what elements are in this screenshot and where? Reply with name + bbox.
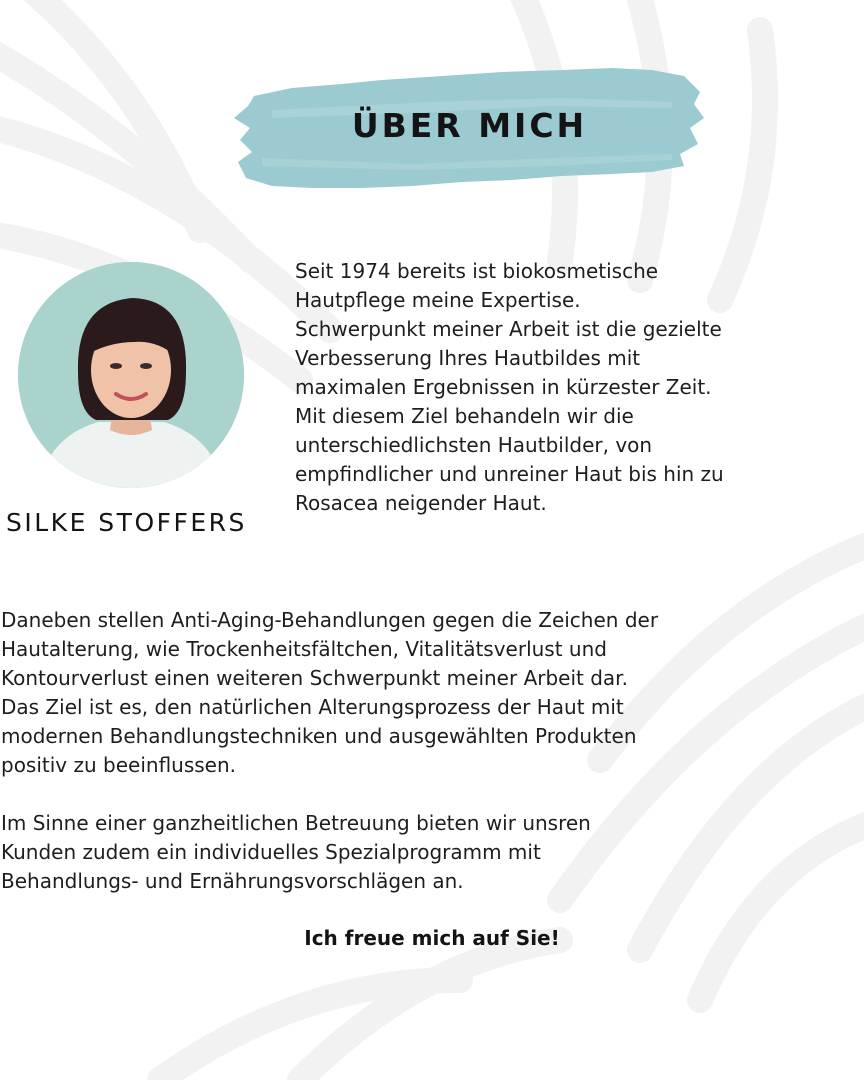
closing-line: Ich freue mich auf Sie!	[304, 926, 560, 950]
paragraph-line: Behandlungs- und Ernährungsvorschlägen an.	[1, 869, 464, 893]
paragraph-line: Kunden zudem ein individuelles Spezialprogramm mit	[1, 840, 541, 864]
portrait-photo	[18, 262, 244, 488]
intro-line: Verbesserung Ihres Hautbildes mit	[295, 346, 641, 370]
intro-paragraph	[295, 257, 860, 518]
intro-line: Rosacea neigender Haut.	[295, 491, 547, 515]
paragraph-line: Das Ziel ist es, den natürlichen Alterungsprozess der Haut mit	[1, 695, 624, 719]
intro-line: Hautpflege meine Expertise.	[295, 288, 581, 312]
person-name: SILKE STOFFERS	[6, 508, 247, 537]
intro-line: Schwerpunkt meiner Arbeit ist die gezielte	[295, 317, 722, 341]
paragraph-line: positiv zu beeinflussen.	[1, 753, 237, 777]
intro-line: empfindlicher und unreiner Haut bis hin zu	[295, 462, 724, 486]
intro-line: maximalen Ergebnissen in kürzester Zeit.	[295, 375, 712, 399]
paragraph-line: Im Sinne einer ganzheitlichen Betreuung bieten wir unsren	[1, 811, 591, 835]
paragraph-spacer	[1, 780, 863, 809]
paragraph-line: Hautalterung, wie Trockenheitsfältchen, Vitalitätsverlust und	[1, 637, 607, 661]
body-paragraphs	[1, 606, 863, 896]
intro-line: unterschiedlichsten Hautbilder, von	[295, 433, 653, 457]
intro-line: Mit diesem Ziel behandeln wir die	[295, 404, 634, 428]
page-title: ÜBER MICH	[351, 106, 588, 145]
portrait-illustration	[18, 262, 244, 488]
paragraph-line: Kontourverlust einen weiteren Schwerpunkt meiner Arbeit dar.	[1, 666, 628, 690]
paragraph-line: Daneben stellen Anti-Aging-Behandlungen gegen die Zeichen der	[1, 608, 659, 632]
intro-line: Seit 1974 bereits ist biokosmetische	[295, 259, 659, 283]
paragraph-line: modernen Behandlungstechniken und ausgewählten Produkten	[1, 724, 637, 748]
